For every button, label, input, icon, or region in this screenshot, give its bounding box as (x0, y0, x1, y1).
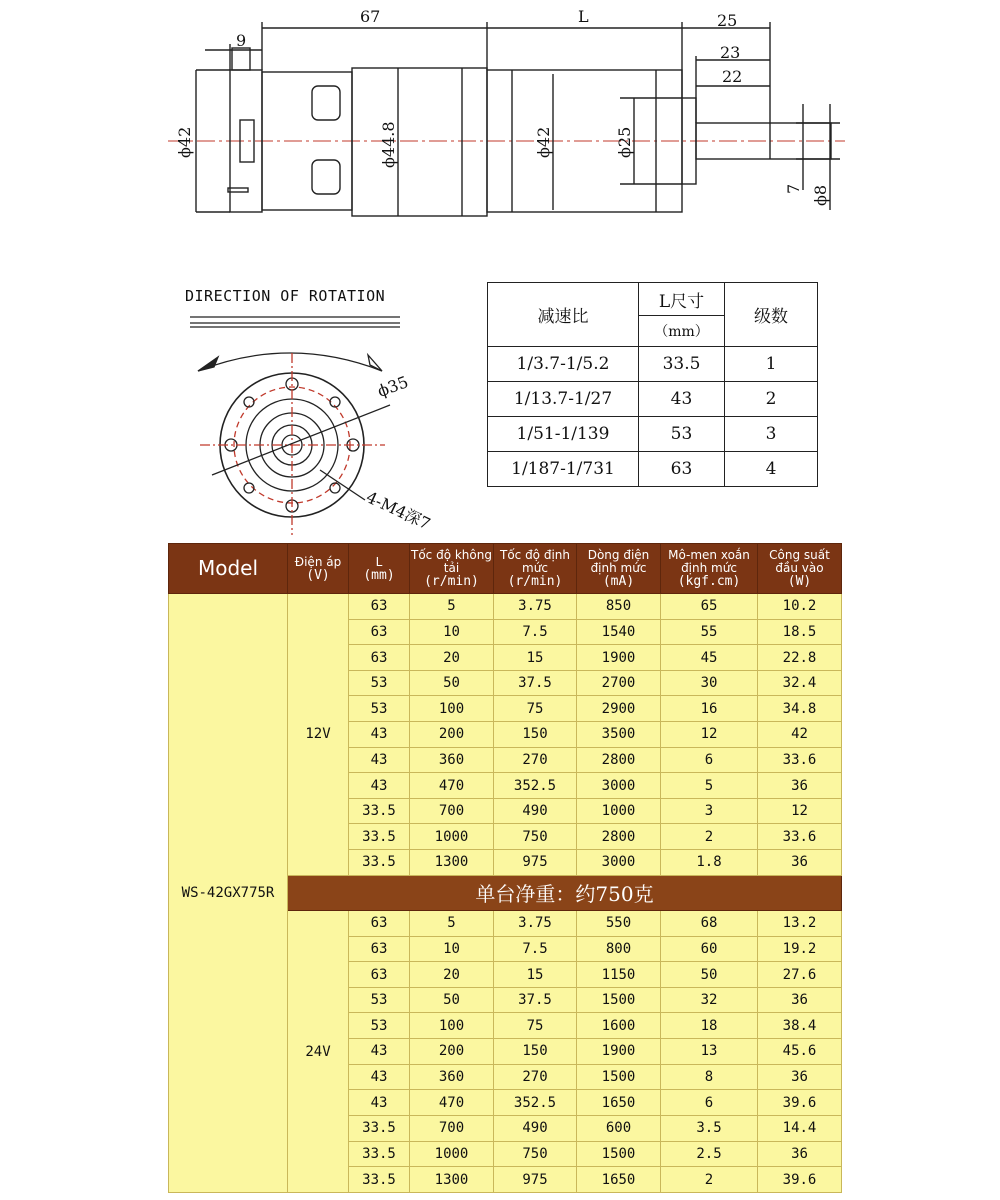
spec-cell: 33.5 (349, 1167, 410, 1193)
spec-cell: 2 (661, 824, 758, 850)
ratio-cell: 63 (639, 452, 725, 487)
spec-cell: 33.6 (758, 747, 842, 773)
spec-cell: 352.5 (494, 773, 577, 799)
spec-cell: 63 (349, 936, 410, 962)
spec-cell: 3.75 (494, 911, 577, 937)
ratio-cell: 53 (639, 417, 725, 452)
rotation-holes: 4-M4深7 (363, 487, 434, 534)
spec-cell: 32 (661, 987, 758, 1013)
spec-cell: 32.4 (758, 670, 842, 696)
spec-cell: 2900 (577, 696, 661, 722)
dim-7: 7 (784, 183, 803, 194)
spec-cell: 15 (494, 962, 577, 988)
spec-cell: 1600 (577, 1013, 661, 1039)
spec-cell: 10 (410, 936, 494, 962)
spec-cell: 63 (349, 645, 410, 671)
ratio-header-ratio: 减速比 (488, 283, 639, 347)
spec-cell: 360 (410, 747, 494, 773)
spec-cell: 270 (494, 1064, 577, 1090)
spec-table (168, 543, 842, 1193)
spec-cell: 43 (349, 773, 410, 799)
header-noload (410, 544, 494, 594)
spec-cell: 14.4 (758, 1115, 842, 1141)
spec-cell: 50 (410, 987, 494, 1013)
spec-cell: 1650 (577, 1167, 661, 1193)
spec-cell: 43 (349, 1090, 410, 1116)
spec-cell: 1150 (577, 962, 661, 988)
dim-phi42-left: ϕ42 (175, 126, 194, 158)
ratio-cell: 1/3.7-1/5.2 (488, 347, 639, 382)
spec-cell: 37.5 (494, 670, 577, 696)
spec-cell: 53 (349, 670, 410, 696)
ratio-cell: 1 (725, 347, 818, 382)
spec-cell: 39.6 (758, 1167, 842, 1193)
spec-cell: 1500 (577, 1064, 661, 1090)
spec-cell: 700 (410, 1115, 494, 1141)
header-l (349, 544, 410, 594)
header-power-label: Công suất đầu vào (769, 548, 830, 575)
voltage-cell: 12V (288, 594, 349, 876)
spec-cell: 5 (410, 594, 494, 620)
spec-cell: 270 (494, 747, 577, 773)
spec-cell: 18.5 (758, 619, 842, 645)
spec-cell: 43 (349, 722, 410, 748)
ratio-cell: 43 (639, 382, 725, 417)
spec-cell: 1300 (410, 850, 494, 876)
spec-cell: 13.2 (758, 911, 842, 937)
spec-cell: 45 (661, 645, 758, 671)
spec-cell: 1.8 (661, 850, 758, 876)
spec-cell: 63 (349, 619, 410, 645)
spec-cell: 33.5 (349, 1141, 410, 1167)
spec-cell: 6 (661, 1090, 758, 1116)
dim-67: 67 (360, 7, 381, 26)
ratio-cell: 2 (725, 382, 818, 417)
ratio-cell: 1/187-1/731 (488, 452, 639, 487)
spec-cell: 1900 (577, 1039, 661, 1065)
dim-phi8: ϕ8 (811, 184, 830, 206)
header-l-label: L (375, 554, 383, 569)
ratio-header-stages: 级数 (725, 283, 818, 347)
spec-cell: 53 (349, 1013, 410, 1039)
ratio-header-l: L尺寸 (639, 283, 725, 316)
spec-cell: 16 (661, 696, 758, 722)
header-voltage-unit: (V) (306, 567, 330, 583)
dim-22: 22 (722, 67, 743, 86)
ratio-cell: 1/51-1/139 (488, 417, 639, 452)
spec-cell: 22.8 (758, 645, 842, 671)
header-voltage (288, 544, 349, 594)
spec-cell: 1500 (577, 987, 661, 1013)
rotation-front-view (160, 305, 470, 535)
header-rated-speed-unit: (r/min) (507, 574, 563, 589)
spec-cell: 55 (661, 619, 758, 645)
spec-cell: 50 (410, 670, 494, 696)
spec-cell: 33.5 (349, 824, 410, 850)
spec-cell: 100 (410, 696, 494, 722)
spec-cell: 5 (410, 911, 494, 937)
spec-cell: 2700 (577, 670, 661, 696)
spec-cell: 1300 (410, 1167, 494, 1193)
spec-cell: 600 (577, 1115, 661, 1141)
header-noload-unit: (r/min) (424, 574, 479, 589)
header-torque-label: Mô-men xoắn định mức (668, 548, 750, 575)
spec-cell: 3000 (577, 850, 661, 876)
spec-cell: 33.5 (349, 1115, 410, 1141)
dim-9: 9 (236, 31, 247, 50)
spec-cell: 3500 (577, 722, 661, 748)
rotation-title: DIRECTION OF ROTATION (185, 287, 386, 305)
dim-25: 25 (717, 11, 738, 30)
spec-cell: 2.5 (661, 1141, 758, 1167)
model-cell: WS-42GX775R (169, 594, 288, 1193)
header-torque (661, 544, 758, 594)
spec-cell: 1900 (577, 645, 661, 671)
spec-cell: 53 (349, 987, 410, 1013)
spec-cell: 63 (349, 594, 410, 620)
spec-cell: 1650 (577, 1090, 661, 1116)
spec-cell: 36 (758, 773, 842, 799)
spec-cell: 12 (661, 722, 758, 748)
spec-cell: 150 (494, 722, 577, 748)
spec-cell: 63 (349, 962, 410, 988)
header-rated-current-label: Dòng điện định mức (587, 548, 650, 575)
dim-phi42-mid: ϕ42 (534, 126, 553, 158)
spec-cell: 20 (410, 645, 494, 671)
spec-cell: 8 (661, 1064, 758, 1090)
voltage-cell: 24V (288, 911, 349, 1193)
spec-cell: 34.8 (758, 696, 842, 722)
header-power-unit: (W) (787, 574, 812, 589)
spec-cell: 3 (661, 798, 758, 824)
spec-cell: 1000 (410, 824, 494, 850)
header-model: Model (169, 544, 288, 594)
spec-cell: 15 (494, 645, 577, 671)
spec-cell: 1500 (577, 1141, 661, 1167)
header-rated-current (577, 544, 661, 594)
spec-cell: 975 (494, 1167, 577, 1193)
spec-cell: 352.5 (494, 1090, 577, 1116)
spec-cell: 36 (758, 1141, 842, 1167)
spec-cell: 2800 (577, 747, 661, 773)
spec-cell: 43 (349, 1064, 410, 1090)
weight-label: 单台净重：约750克 (288, 875, 842, 910)
spec-cell: 12 (758, 798, 842, 824)
spec-cell: 30 (661, 670, 758, 696)
spec-cell: 200 (410, 1039, 494, 1065)
spec-cell: 65 (661, 594, 758, 620)
ratio-table (487, 282, 818, 487)
spec-cell: 975 (494, 850, 577, 876)
spec-cell: 75 (494, 1013, 577, 1039)
motor-side-drawing (0, 0, 1000, 260)
spec-cell: 19.2 (758, 936, 842, 962)
spec-cell: 470 (410, 773, 494, 799)
spec-cell: 63 (349, 911, 410, 937)
dim-23: 23 (720, 43, 741, 62)
spec-cell: 360 (410, 1064, 494, 1090)
spec-cell: 50 (661, 962, 758, 988)
spec-cell: 7.5 (494, 936, 577, 962)
spec-cell: 36 (758, 850, 842, 876)
ratio-cell: 1/13.7-1/27 (488, 382, 639, 417)
ratio-cell: 3 (725, 417, 818, 452)
spec-cell: 3000 (577, 773, 661, 799)
header-torque-unit: (kgf.cm) (677, 574, 741, 589)
spec-cell: 13 (661, 1039, 758, 1065)
spec-cell: 27.6 (758, 962, 842, 988)
spec-cell: 1000 (410, 1141, 494, 1167)
spec-cell: 38.4 (758, 1013, 842, 1039)
spec-cell: 100 (410, 1013, 494, 1039)
spec-cell: 68 (661, 911, 758, 937)
spec-cell: 33.5 (349, 798, 410, 824)
spec-cell: 5 (661, 773, 758, 799)
header-rated-speed (494, 544, 577, 594)
spec-cell: 800 (577, 936, 661, 962)
spec-cell: 150 (494, 1039, 577, 1065)
spec-cell: 200 (410, 722, 494, 748)
dim-phi44-8: ϕ44.8 (379, 121, 398, 168)
spec-cell: 2800 (577, 824, 661, 850)
header-rated-speed-label: Tốc độ định mức (499, 548, 571, 575)
spec-cell: 490 (494, 798, 577, 824)
spec-cell: 7.5 (494, 619, 577, 645)
header-voltage-label: Điện áp (294, 554, 342, 569)
spec-cell: 6 (661, 747, 758, 773)
spec-cell: 36 (758, 1064, 842, 1090)
spec-cell: 75 (494, 696, 577, 722)
ratio-header-l-unit: （mm） (639, 316, 725, 347)
ratio-cell: 33.5 (639, 347, 725, 382)
spec-cell: 33.6 (758, 824, 842, 850)
spec-cell: 53 (349, 696, 410, 722)
spec-cell: 1000 (577, 798, 661, 824)
spec-cell: 750 (494, 1141, 577, 1167)
spec-cell: 33.5 (349, 850, 410, 876)
spec-cell: 2 (661, 1167, 758, 1193)
spec-row (169, 594, 842, 620)
spec-cell: 3.75 (494, 594, 577, 620)
spec-cell: 42 (758, 722, 842, 748)
spec-cell: 750 (494, 824, 577, 850)
header-noload-label: Tốc độ không tải (411, 548, 492, 575)
spec-cell: 1540 (577, 619, 661, 645)
spec-cell: 20 (410, 962, 494, 988)
spec-cell: 43 (349, 747, 410, 773)
spec-cell: 470 (410, 1090, 494, 1116)
rotation-phi35: ϕ35 (374, 372, 411, 401)
header-rated-current-unit: (mA) (602, 574, 635, 589)
spec-cell: 37.5 (494, 987, 577, 1013)
spec-cell: 60 (661, 936, 758, 962)
header-l-unit: (mm) (363, 567, 395, 583)
spec-cell: 700 (410, 798, 494, 824)
ratio-cell: 4 (725, 452, 818, 487)
spec-cell: 39.6 (758, 1090, 842, 1116)
spec-cell: 550 (577, 911, 661, 937)
spec-cell: 10 (410, 619, 494, 645)
spec-cell: 3.5 (661, 1115, 758, 1141)
header-power (758, 544, 842, 594)
spec-cell: 850 (577, 594, 661, 620)
dim-phi25: ϕ25 (615, 126, 634, 158)
spec-cell: 10.2 (758, 594, 842, 620)
dim-l: L (578, 7, 589, 26)
spec-cell: 45.6 (758, 1039, 842, 1065)
spec-cell: 18 (661, 1013, 758, 1039)
spec-cell: 490 (494, 1115, 577, 1141)
spec-cell: 43 (349, 1039, 410, 1065)
spec-cell: 36 (758, 987, 842, 1013)
